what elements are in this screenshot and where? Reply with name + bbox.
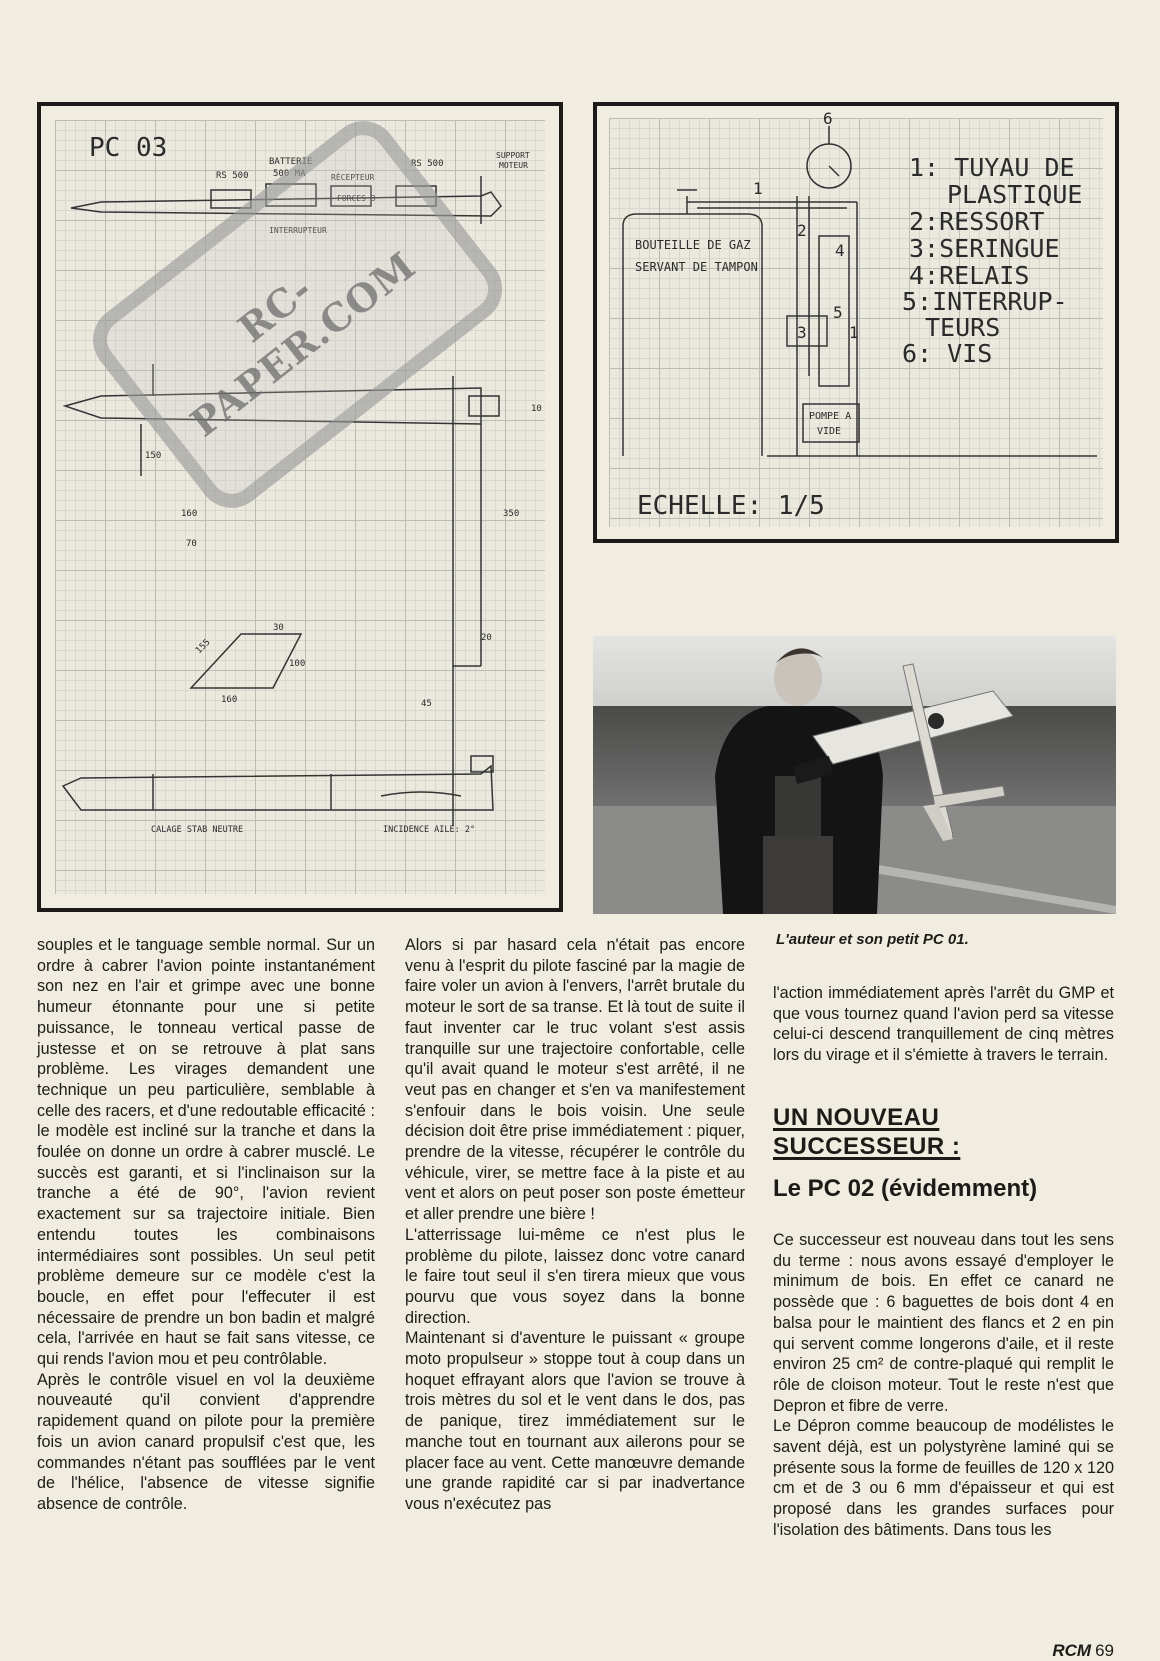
dim-100: 100 — [289, 659, 306, 669]
dim-10: 10 — [531, 404, 542, 414]
pump-label-2: VIDE — [817, 426, 842, 437]
label-servo2: RS 500 — [411, 159, 444, 169]
section-heading-line-2: SUCCESSEUR : — [773, 1133, 961, 1160]
dim-20: 20 — [481, 633, 492, 643]
side-view-bottom — [63, 756, 493, 810]
label-incidence: INCIDENCE AILE: 2° — [383, 825, 476, 835]
legend-2: 2:RESSORT — [909, 207, 1045, 236]
label-battery2: 500 MA — [273, 169, 306, 179]
article-column-3-bottom — [773, 1230, 1114, 1541]
column-3-paragraph-2: Ce successeur est nouveau dans tout les sens du terme : nous avons essayé d'employer le minimum de bois. En effet ce canard ne possède que : 6 baguettes de bois dont 4 en balsa pour le maintient des flancs et 2 en pin qui servent comme longerons d'aile, et il reste environ 25 cm² de contre-plaqué qui remplit le rôle de cloison moteur. Tout le reste n'est que Depron et fibre de verre. — [773, 1231, 1114, 1415]
dim-160-a: 160 — [181, 509, 198, 519]
column-2-paragraph-3: Maintenant si d'aventure le puissant « groupe moto propulseur » stoppe tout à coup dans un hoquet effrayant alors que l'avion se trouve à trois mètres du sol et le vent dans le dos, pas de panique, tirez immédiatement sur le manche tout en tournant aux ailerons pour se placer face au vent. Cette manœuvre demande une grande rapidité car si par inadvertance vous n'exécutez pas — [405, 1329, 745, 1513]
num-1-b: 1 — [849, 323, 859, 342]
num-6: 6 — [823, 109, 833, 128]
bottle — [623, 190, 762, 456]
page-number: 69 — [1095, 1641, 1114, 1660]
section-heading — [773, 1103, 960, 1161]
dim-155: 155 — [194, 637, 213, 657]
legend-1b: PLASTIQUE — [947, 180, 1083, 209]
article-column-2 — [405, 935, 745, 1515]
num-2: 2 — [797, 221, 807, 240]
num-3: 3 — [797, 323, 807, 342]
num-1: 1 — [753, 179, 763, 198]
label-receiver2: FORCES 3 — [337, 194, 376, 203]
label-support2: MOTEUR — [499, 161, 528, 170]
pump-label-1: POMPE A — [809, 411, 852, 422]
dim-160-b: 160 — [221, 695, 238, 705]
column-3-paragraph-1: l'action immédiatement après l'arrêt du GMP et que vous tournez quand l'avion perd sa vitesse celui-ci descend tranquillement de cinq mètres lors du virage et il s'émiette à travers le terrain. — [773, 984, 1114, 1065]
label-switch: INTERRUPTEUR — [269, 226, 327, 235]
dim-150: 150 — [145, 451, 162, 461]
num-4: 4 — [835, 241, 845, 260]
legend — [902, 153, 1082, 368]
photo-author-with-plane — [593, 636, 1116, 914]
section-subheading: Le PC 02 (évidemment) — [773, 1175, 1038, 1202]
num-5: 5 — [833, 303, 843, 322]
bottle-label-2: SERVANT DE TAMPON — [635, 260, 758, 274]
plan-left-title: PC 03 — [89, 133, 168, 163]
plan-left-frame — [37, 102, 563, 912]
dim-350: 350 — [503, 509, 520, 519]
plan-right-frame — [593, 102, 1119, 543]
legend-1: 1: TUYAU DE — [909, 153, 1075, 182]
photo-scene — [593, 636, 1116, 914]
dim-45: 45 — [421, 699, 432, 709]
scale-label: ECHELLE: 1/5 — [637, 491, 825, 521]
column-3-paragraph-3: Le Dépron comme beaucoup de modélistes le savent déjà, est un polystyrène laminé qui se présente sous la forme de feuilles de 120 x 120 cm et de 3 ou 6 mm d'épaisseur et qui est proposé dans les grandes surfaces pour l'isolation des bâtiments. Dans tous les — [773, 1417, 1114, 1539]
legend-3: 3:SERINGUE — [909, 234, 1060, 263]
section-heading-line-1: UN NOUVEAU — [773, 1104, 940, 1131]
dim-70: 70 — [186, 539, 197, 549]
watermark-text: RC-PAPER.COM — [181, 242, 424, 446]
label-servo1: RS 500 — [216, 171, 249, 181]
column-1-paragraph-1: souples et le tanguage semble normal. Sur un ordre à cabrer l'avion pointe instantanément son nez en l'air et grimpe avec une bonne humeur étonnante pour une si petite puissance, le tonneau vertical passe de justesse et on se retrouve à plat sans problème. Les virages demandent une technique un peu particulière, semblable à celle des racers, et d'une redoutable efficacité : le modèle est incliné sur la tranche et dans la foulée on donne un ordre à cabrer musclé. Le succès est garanti, et si l'inclinaison sur la tranche a été de 90°, l'avion revient exactement sur sa trajectoire initiale. Bien entendu toutes les combinaisons intermédiaires sont possibles. Un seul petit problème demeure sur ce modèle c'est la boucle, en effet pour l'effecuter il est nécessaire de prendre un bon badin et malgré cela, l'arrivée en haut se fait sans vitesse, ce qui rends l'avion mou et peu contrôlable. — [37, 936, 375, 1369]
article-column-3-top — [773, 983, 1114, 1066]
legend-5: 5:INTERRUP- — [902, 287, 1068, 316]
bottle-label-1: BOUTEILLE DE GAZ — [635, 238, 751, 252]
photo-caption: L'auteur et son petit PC 01. — [776, 931, 969, 948]
label-support1: SUPPORT — [496, 151, 530, 160]
dim-30: 30 — [273, 623, 284, 633]
page-footer — [1052, 1641, 1114, 1661]
plan-right-drawing — [597, 106, 1115, 539]
column-2-paragraph-2: L'atterrissage lui-même ce n'est plus le problème du pilote, laissez donc votre canard le faire tout seul il s'en tirera mieux que vous pourvu que vous soyez dans la bonne direction. — [405, 1225, 745, 1327]
column-1-paragraph-2: Après le contrôle visuel en vol la deuxième nouveauté qu'il convient d'apprendre rapidement quand on pilote pour la première fois un avion canard propulsif c'est que, les commandes n'étant pas soufflées par le vent de l'hélice, l'absence de vitesse signifie absence de contrôle. — [37, 1370, 375, 1513]
legend-5b: TEURS — [925, 313, 1001, 342]
label-battery1: BATTERIE — [269, 157, 313, 167]
magazine-logo: RCM — [1052, 1641, 1092, 1660]
legend-4: 4:RELAIS — [909, 261, 1030, 290]
label-receiver1: RÉCEPTEUR — [331, 173, 375, 182]
article-column-1 — [37, 935, 375, 1515]
label-calage: CALAGE STAB NEUTRE — [151, 825, 244, 835]
column-2-paragraph-1: Alors si par hasard cela n'était pas encore venu à l'esprit du pilote fasciné par la magie de faire voler un avion à l'envers, l'arrêt brutale du moteur le sort de sa transe. Et là tout de suite il faut inventer car le truc volant s'est assis tranquille sur une trajectoire confortable, celle qu'il avait quand le moteur s'est arrêté, il ne veut pas en changer et s'en va manifestement s'enfouir dans le bois voisin. Une seule décision doit être prise immédiatement : piquer, prendre de la vitesse, récupérer le contrôle du véhicule, virer, se mettre face à la piste et au vent et alors on peut poser son poste émetteur et aller prendre une bière ! — [405, 936, 745, 1224]
legend-6: 6: VIS — [902, 339, 993, 368]
